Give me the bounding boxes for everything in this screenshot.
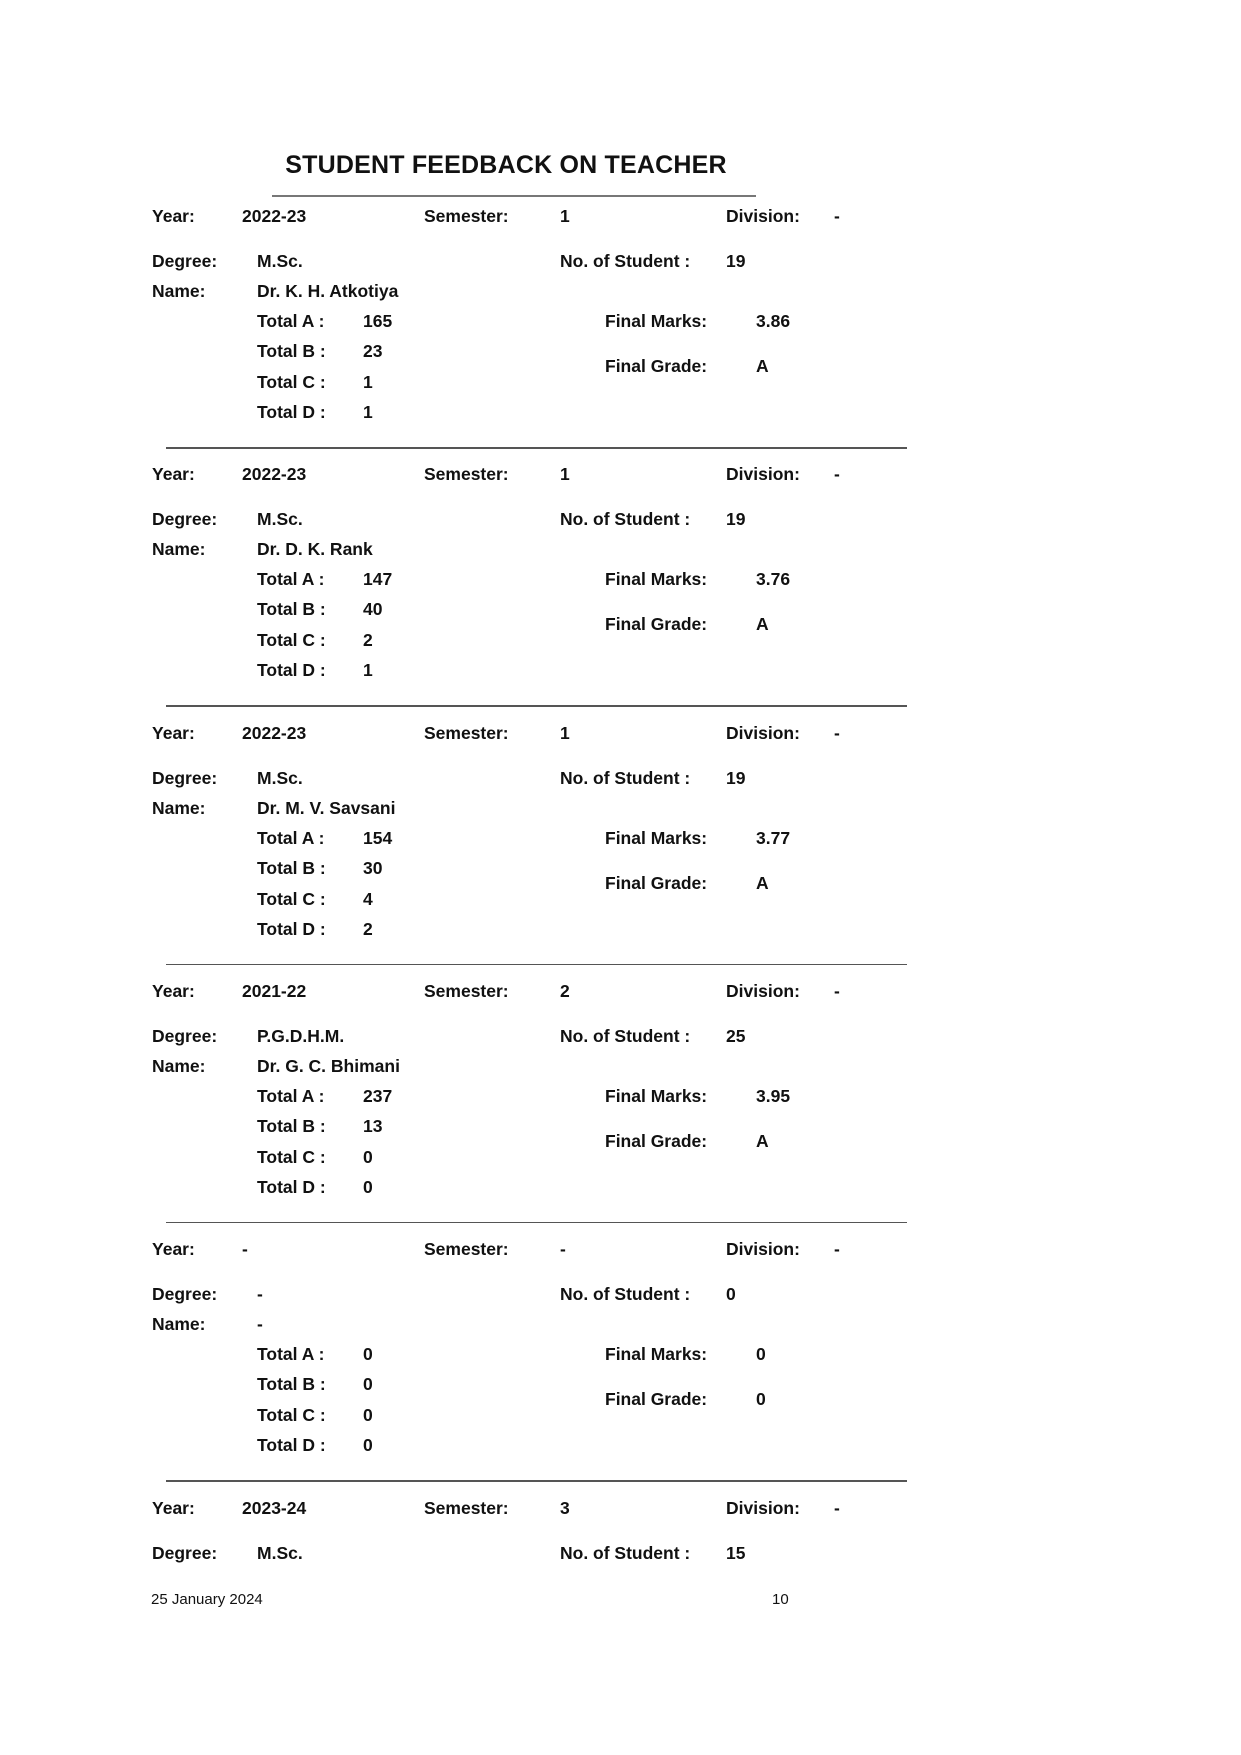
- record-separator: [166, 705, 907, 707]
- final-marks-label: Final Marks:: [605, 311, 708, 331]
- degree-value: -: [257, 1284, 263, 1305]
- total-c-label: Total C :: [257, 888, 326, 909]
- division-label: Division:: [726, 1497, 800, 1518]
- name-label: Name:: [152, 539, 206, 560]
- semester-label: Semester:: [424, 206, 509, 226]
- name-value: Dr. G. C. Bhimani: [257, 1055, 400, 1076]
- final-grade-value: A: [756, 1130, 769, 1151]
- degree-label: Degree:: [152, 1542, 218, 1563]
- title-underline: [272, 195, 756, 197]
- semester-value: 3: [560, 1497, 570, 1518]
- total-c-value: 0: [363, 1405, 373, 1426]
- year-label: Year:: [152, 464, 195, 485]
- total-b-label: Total B :: [257, 341, 326, 361]
- total-d-label: Total D :: [257, 660, 326, 681]
- division-label: Division:: [726, 980, 800, 1001]
- year-value: 2022-23: [242, 464, 307, 485]
- final-marks-value: 3.95: [756, 1085, 791, 1106]
- degree-label: Degree:: [152, 251, 218, 271]
- year-label: Year:: [152, 722, 195, 743]
- division-value: -: [834, 1497, 840, 1518]
- final-marks-label: Final Marks:: [605, 569, 708, 590]
- total-d-label: Total D :: [257, 918, 326, 939]
- total-c-label: Total C :: [257, 1405, 326, 1426]
- final-grade-value: A: [756, 614, 769, 635]
- division-value: -: [834, 464, 840, 485]
- division-value: -: [834, 980, 840, 1001]
- total-d-value: 2: [363, 918, 373, 939]
- no-of-student-label: No. of Student :: [560, 251, 691, 271]
- page-title: STUDENT FEEDBACK ON TEACHER: [285, 151, 727, 179]
- total-c-label: Total C :: [257, 372, 326, 392]
- final-grade-value: A: [756, 356, 769, 376]
- no-of-student-label: No. of Student :: [560, 1284, 691, 1305]
- final-marks-value: 3.86: [756, 311, 791, 331]
- page-number: 10: [772, 1591, 789, 1608]
- year-value: 2022-23: [242, 722, 307, 743]
- name-label: Name:: [152, 281, 206, 301]
- final-marks-label: Final Marks:: [605, 827, 708, 848]
- year-value: 2022-23: [242, 206, 307, 226]
- division-label: Division:: [726, 464, 800, 485]
- record-separator: [166, 964, 907, 966]
- no-of-student-label: No. of Student :: [560, 767, 691, 788]
- division-value: -: [834, 722, 840, 743]
- semester-label: Semester:: [424, 1497, 509, 1518]
- final-grade-label: Final Grade:: [605, 356, 708, 376]
- total-d-label: Total D :: [257, 1176, 326, 1197]
- final-grade-value: 0: [756, 1389, 766, 1410]
- degree-label: Degree:: [152, 1284, 218, 1305]
- total-b-value: 23: [363, 341, 383, 361]
- semester-value: 1: [560, 206, 570, 226]
- total-b-label: Total B :: [257, 599, 326, 620]
- total-d-value: 0: [363, 1435, 373, 1456]
- total-c-value: 0: [363, 1146, 373, 1167]
- final-marks-label: Final Marks:: [605, 1085, 708, 1106]
- final-marks-value: 0: [756, 1344, 766, 1365]
- no-of-student-value: 15: [726, 1542, 746, 1563]
- total-b-value: 40: [363, 599, 383, 620]
- final-grade-label: Final Grade:: [605, 1389, 708, 1410]
- name-label: Name:: [152, 1314, 206, 1335]
- semester-label: Semester:: [424, 980, 509, 1001]
- total-a-label: Total A :: [257, 1085, 325, 1106]
- total-d-value: 0: [363, 1176, 373, 1197]
- record-separator: [166, 1480, 907, 1482]
- name-value: Dr. K. H. Atkotiya: [257, 281, 399, 301]
- total-a-value: 237: [363, 1085, 393, 1106]
- total-c-value: 1: [363, 372, 373, 392]
- total-c-value: 2: [363, 630, 373, 651]
- year-label: Year:: [152, 980, 195, 1001]
- total-b-value: 0: [363, 1374, 373, 1395]
- total-a-value: 147: [363, 569, 393, 590]
- total-b-label: Total B :: [257, 1374, 326, 1395]
- final-marks-value: 3.76: [756, 569, 791, 590]
- total-a-label: Total A :: [257, 311, 325, 331]
- no-of-student-value: 25: [726, 1025, 746, 1046]
- degree-value: M.Sc.: [257, 1542, 303, 1563]
- total-a-label: Total A :: [257, 827, 325, 848]
- semester-value: -: [560, 1239, 566, 1260]
- footer-date: 25 January 2024: [151, 1591, 263, 1608]
- no-of-student-value: 19: [726, 509, 746, 530]
- semester-label: Semester:: [424, 464, 509, 485]
- no-of-student-label: No. of Student :: [560, 509, 691, 530]
- degree-label: Degree:: [152, 509, 218, 530]
- name-value: Dr. D. K. Rank: [257, 539, 373, 560]
- no-of-student-value: 0: [726, 1284, 736, 1305]
- total-d-value: 1: [363, 660, 373, 681]
- semester-label: Semester:: [424, 722, 509, 743]
- total-d-label: Total D :: [257, 402, 326, 422]
- no-of-student-label: No. of Student :: [560, 1025, 691, 1046]
- division-value: -: [834, 206, 840, 226]
- final-grade-value: A: [756, 872, 769, 893]
- total-b-value: 30: [363, 857, 383, 878]
- no-of-student-label: No. of Student :: [560, 1542, 691, 1563]
- final-grade-label: Final Grade:: [605, 614, 708, 635]
- total-b-label: Total B :: [257, 1115, 326, 1136]
- total-a-value: 165: [363, 311, 393, 331]
- degree-value: P.G.D.H.M.: [257, 1025, 345, 1046]
- semester-label: Semester:: [424, 1239, 509, 1260]
- degree-value: M.Sc.: [257, 509, 303, 530]
- no-of-student-value: 19: [726, 767, 746, 788]
- year-value: 2021-22: [242, 980, 307, 1001]
- total-a-value: 154: [363, 827, 393, 848]
- semester-value: 2: [560, 980, 570, 1001]
- record-separator: [166, 1222, 907, 1224]
- semester-value: 1: [560, 722, 570, 743]
- total-a-value: 0: [363, 1344, 373, 1365]
- total-c-label: Total C :: [257, 1146, 326, 1167]
- degree-value: M.Sc.: [257, 767, 303, 788]
- degree-label: Degree:: [152, 767, 218, 788]
- total-d-label: Total D :: [257, 1435, 326, 1456]
- degree-label: Degree:: [152, 1025, 218, 1046]
- name-label: Name:: [152, 1055, 206, 1076]
- final-marks-value: 3.77: [756, 827, 791, 848]
- year-value: 2023-24: [242, 1497, 307, 1518]
- final-grade-label: Final Grade:: [605, 872, 708, 893]
- year-value: -: [242, 1239, 248, 1260]
- semester-value: 1: [560, 464, 570, 485]
- year-label: Year:: [152, 206, 195, 226]
- total-a-label: Total A :: [257, 569, 325, 590]
- name-value: -: [257, 1314, 263, 1335]
- year-label: Year:: [152, 1497, 195, 1518]
- total-d-value: 1: [363, 402, 373, 422]
- total-c-label: Total C :: [257, 630, 326, 651]
- division-label: Division:: [726, 722, 800, 743]
- total-b-value: 13: [363, 1115, 383, 1136]
- final-grade-label: Final Grade:: [605, 1130, 708, 1151]
- division-value: -: [834, 1239, 840, 1260]
- total-a-label: Total A :: [257, 1344, 325, 1365]
- total-b-label: Total B :: [257, 857, 326, 878]
- division-label: Division:: [726, 1239, 800, 1260]
- name-label: Name:: [152, 797, 206, 818]
- year-label: Year:: [152, 1239, 195, 1260]
- record-separator: [166, 447, 907, 449]
- no-of-student-value: 19: [726, 251, 746, 271]
- degree-value: M.Sc.: [257, 251, 303, 271]
- division-label: Division:: [726, 206, 800, 226]
- total-c-value: 4: [363, 888, 373, 909]
- final-marks-label: Final Marks:: [605, 1344, 708, 1365]
- name-value: Dr. M. V. Savsani: [257, 797, 396, 818]
